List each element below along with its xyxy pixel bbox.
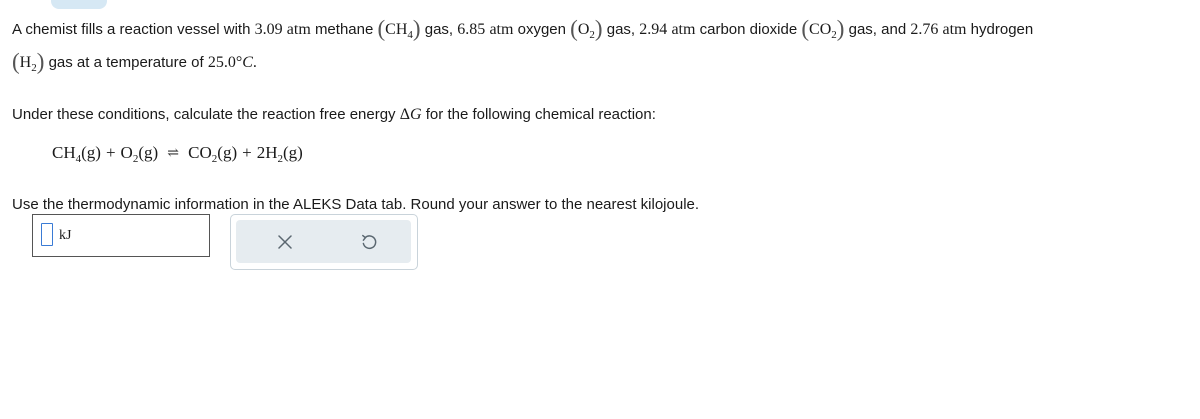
intro-text: A chemist fills a reaction vessel with (12, 21, 255, 38)
instruction-text: Under these conditions, calculate the reaction free energy (12, 106, 396, 123)
instruction-paragraph (12, 100, 1192, 130)
answer-input-field[interactable] (41, 223, 53, 246)
co2-label: carbon dioxide (699, 21, 798, 38)
co2-pressure: 2.94 (639, 21, 668, 38)
product-co2: $CO_2(g)$ (188, 143, 238, 165)
action-panel-inner (236, 220, 411, 263)
answer-input-box[interactable] (32, 214, 210, 257)
gas-text: gas, (606, 21, 636, 38)
action-panel (230, 214, 418, 270)
ch4-formula: $CH_4$ (385, 21, 413, 41)
problem-statement (12, 12, 1192, 220)
reactant-ch4: $CH_4(g)$ (52, 143, 101, 165)
undo-button[interactable] (357, 230, 381, 254)
oxygen-pressure: 6.85 (457, 21, 486, 38)
answer-unit: kJ (59, 228, 72, 243)
unit-atm: atm (489, 21, 514, 38)
problem-paragraph-1: A chemist fills a reaction vessel with 3.09 atm methane $(CH_4)$ gas, 6.85 atm oxygen $(O_2)$ gas, 2.94 atm carbon dioxide $(CO_2)$ gas, and 2.76 atm hydrogen $(H_2)$ gas at a temperature of 25.0°C. (12, 16, 1034, 74)
g-symbol: G (410, 106, 422, 123)
clear-button[interactable] (273, 230, 297, 254)
unit-atm: atm (671, 21, 696, 38)
close-icon (278, 235, 292, 249)
unit-atm: atm (942, 21, 967, 38)
product-h2: $2H_2(g)$ (256, 143, 303, 165)
methane-label: methane (314, 21, 374, 38)
temperature-text: gas at a temperature of (48, 54, 204, 71)
chemical-equation: $CH_4(g) + O_2(g)$ ⇌ $CO_2(g) + 2H_2(g)$ (52, 138, 1192, 170)
temperature-unit: C (242, 54, 253, 71)
unit-atm: atm (286, 21, 311, 38)
gas-text: gas, (424, 21, 454, 38)
co2-formula: $CO_2$ (809, 21, 837, 41)
top-tab-indicator[interactable] (51, 0, 107, 9)
o2-formula: $O_2$ (577, 21, 595, 41)
gas-and-text: gas, and (848, 21, 907, 38)
equilibrium-arrow: ⇌ (167, 146, 180, 161)
oxygen-label: oxygen (517, 21, 566, 38)
temperature-value: 25.0° (207, 54, 243, 71)
hydrogen-pressure: 2.76 (910, 21, 939, 38)
undo-icon (360, 233, 378, 251)
methane-pressure: 3.09 (254, 21, 283, 38)
data-tab-instruction: Use the thermodynamic information in the ALEKS Data tab. Round your answer to the nearest kilojoule. (12, 196, 700, 213)
h2-formula: $H_2$ (19, 54, 37, 74)
reactant-o2: $O_2(g)$ (120, 143, 159, 165)
hydrogen-label: hydrogen (970, 21, 1034, 38)
instruction-text-end: for the following chemical reaction: (425, 106, 656, 123)
delta-symbol: Δ (399, 106, 411, 123)
